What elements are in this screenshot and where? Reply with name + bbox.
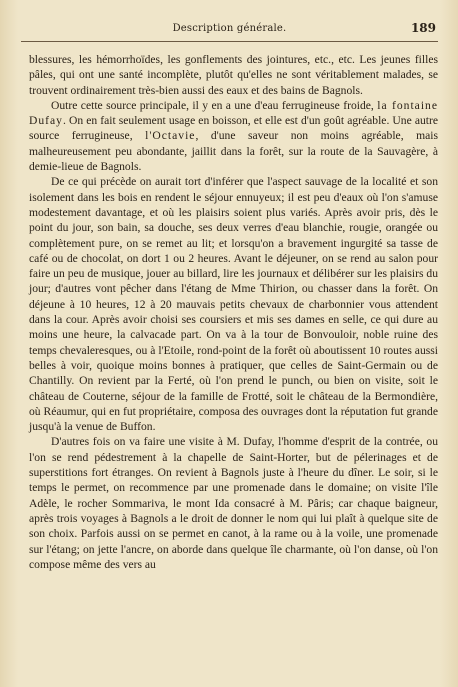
- text-run: . On en fait seulement usage en boisson, et elle est d'un goût agréable. Une autre source ferrugineuse,: [29, 114, 438, 143]
- spaced-name: la fontaine Dufay: [29, 98, 438, 128]
- paragraph: [29, 52, 438, 98]
- spaced-name: l'Octavie: [145, 129, 196, 143]
- page-number: 189: [410, 21, 436, 35]
- text-run: , d'une saveur non moins agréable, mais malheureusement peu abondante, jaillit dans la forêt, sur la route de la Sauvagère, à demie-lieue de Bagnols.: [29, 129, 438, 174]
- text-run: De ce qui précède on aurait tort d'inférer que l'aspect sauvage de la localité et son isolement dans les bois en rendent le séjour ennuyeux; il est peu d'eaux où l'on s'amuse modestement davantage, et où les plaisirs soient plus variés. Après avoir pris, dès le point du jour, son bain, sa douche, ses deux verres d'eau blanchie, rougie, orangée ou complètement pure, on se remet au lit; et lorsqu'on a bravement ingurgité sa tasse de café ou de chocolat, on dort 1 ou 2 heures. Avant le déjeuner, on se rend au salon pour faire un peu de musique, jouer au billard, lire les journaux et délibérer sur les plaisirs du jour; d'autres vont pêcher dans l'étang de Mme Thirion, ou chasser dans la forêt. On déjeune à 10 heures, 12 à 20 mauvais petits chevaux de charbonnier vous attendent dans la cour. Après avoir choisi ses coursiers et mis ses dames en selle, ce qui dure au moins une heure, la calvacade part. On va à la tour de Bonvouloir, noble ruine des temps chevaleresques, ou à l'Etoile, rond-point de la forêt où aboutissent 10 routes aussi belles à voir, quoique moins bonnes à pratiquer, que celles de Saint-Germain ou de Chantilly. On revient par la Ferté, où l'on prend le punch, ou bien on visite, soit le château de Couterne, séjour de la famille de Frotté, soit le château de la Bermondière, où Réaumur, qui en fut propriétaire, composa des ouvrages dont la réputation fut grande jusqu'à la venue de Buffon.: [29, 175, 438, 434]
- text-run: blessures, les hémorrhoïdes, les gonflements des jointures, etc., etc. Les jeunes filles pâles, qui ont une santé incomplète, plutôt qu'elles ne sont véritablement malades, se trouvent ordinairement très-bien aussi des eaux et des bains de Bagnols.: [29, 53, 438, 97]
- paragraph: [29, 174, 438, 434]
- text-run: D'autres fois on va faire une visite à M. Dufay, l'homme d'esprit de la contrée, ou l'on se rend pédestrement à la chapelle de Saint-Horter, but de pélerinages et de superstitions fort étranges. On revient à Bagnols juste à l'heure du dîner. Le soir, si le temps le permet, on recommence par une promenade dans le domaine; on visite l'île Adèle, le rocher Sommariva, le mont Ida consacré à M. Pâris; car chaque baigneur, après trois voyages à Bagnols a le droit de donner le nom qui lui plaît à quelque site de son choix. Parfois aussi on se permet en canot, à la rame ou à la voile, une promenade sur l'étang; on jette l'ancre, on aborde dans quelque île charmante, où l'on danse, où l'on compose même des vers au: [29, 435, 438, 571]
- page-body: [21, 52, 438, 572]
- text-run: Outre cette source principale, il y en a une d'eau ferrugineuse froide,: [51, 98, 378, 112]
- paragraph: [29, 434, 438, 572]
- paragraph: [29, 98, 438, 174]
- page-header: [21, 21, 438, 42]
- running-head: Description générale.: [172, 23, 287, 34]
